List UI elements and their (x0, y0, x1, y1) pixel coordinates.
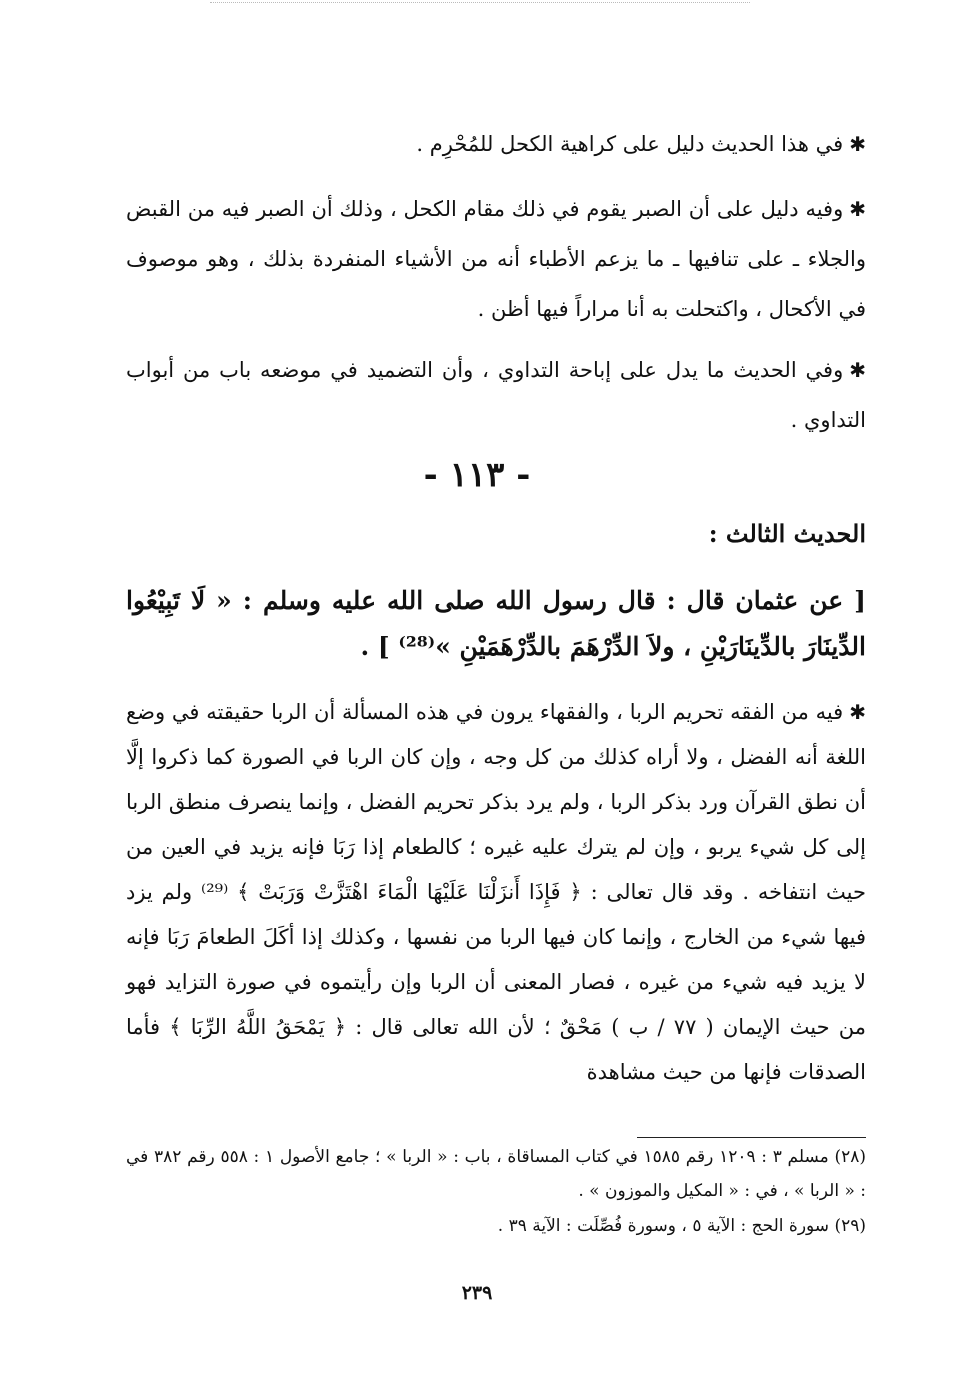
star-bullet-icon: ✱ (849, 132, 866, 156)
paragraph-text: في هذا الحديث دليل على كراهية الكحل للمُحْرِم . (416, 132, 844, 156)
star-bullet-icon: ✱ (849, 700, 866, 724)
hadith-text: [ عن عثمان قال : قال رسول الله صلى الله عليه وسلم : « لَا تَبِيْعُوا الدِّينَارَ بالدِّينَارَيْنِ ، ولاَ الدِّرْهَمَ بالدِّرْهَمَيْنِ »⁽²⁸⁾ ] . (126, 586, 866, 661)
paragraph-tadawi (126, 345, 866, 445)
paragraph-sabr (126, 184, 866, 334)
footnote-28: (٢٨) مسلم ٣ : ١٢٠٩ رقم ١٥٨٥ في كتاب المساقاة ، باب : « الربا » ؛ جامع الأصول ١ : ٥٥٨ رقم ٣٨٢ في : « الربا » ، في : « المكيل والموزون » . (126, 1147, 866, 1201)
hadith-number: - ١١٣ - (423, 455, 531, 495)
commentary-paragraph (126, 690, 866, 1095)
footnote-divider (637, 1137, 866, 1138)
star-bullet-icon: ✱ (849, 197, 866, 221)
top-edge-marks (210, 2, 750, 11)
page-number: ٢٣٩ (461, 1282, 493, 1304)
paragraph-text: وفي الحديث ما يدل على إباحة التداوي ، وأن التضميد في موضعه باب من أبواب التداوي . (126, 358, 866, 432)
star-bullet-icon: ✱ (849, 358, 866, 382)
hadith-title: الحديث الثالث : (708, 519, 866, 548)
paragraph-text: وفيه دليل على أن الصبر يقوم في ذلك مقام الكحل ، وذلك أن الصبر فيه من القبض والجلاء ـ على تنافيها ـ ما يزعم الأطباء أنه من الأشياء المنفردة بذلك ، وهو موصوف في الأكحال ، واكتحلت به أنا مراراً فيها أظن . (126, 197, 866, 321)
footnote-29: (٢٩) سورة الحج : الآية ٥ ، وسورة فُصِّلَت : الآية ٣٩ . (497, 1216, 866, 1236)
commentary-text: فيه من الفقه تحريم الربا ، والفقهاء يرون في هذه المسألة أن الربا حقيقته في وضع اللغة أنه الفضل ، ولا أراه كذلك من كل وجه ، وإن كان الربا في الصورة كما ذكروا إلَّا أن نطق القرآن ورد بذكر الربا ، ولم يرد بذكر تحريم الفضل ، وإنما ينصرف منطق الربا إلى كل شيء يربو ، وإن لم يترك عليه غيره ؛ كالطعام إذا رَبَا فإنه يزيد في العين من حيث انتفاخه . وقد قال تعالى : ﴿ فَإِذَا أَنزَلْنَا عَلَيْهَا الْمَاءَ اهْتَزَّتْ وَرَبَتْ ﴾ ⁽²⁹⁾ ولم يزد فيها شيء من الخارج ، وإنما كان فيها الربا من نفسها ، وكذلك إذا أكَلَ الطعامَ رَبَا فإنه لا يزيد فيه شيء من غيره ، فصار المعنى أن الربا وإن رأيتموه في صورة التزايد فهو من حيث الإيمان ( ٧٧ / ب ) مَحْقٌ ؛ لأن الله تعالى قال : ﴿ يَمْحَقُ اللَّهُ الرِّبَا ﴾ فأما الصدقات فإنها من حيث مشاهدة (126, 700, 866, 1084)
paragraph-kohl (136, 118, 866, 170)
